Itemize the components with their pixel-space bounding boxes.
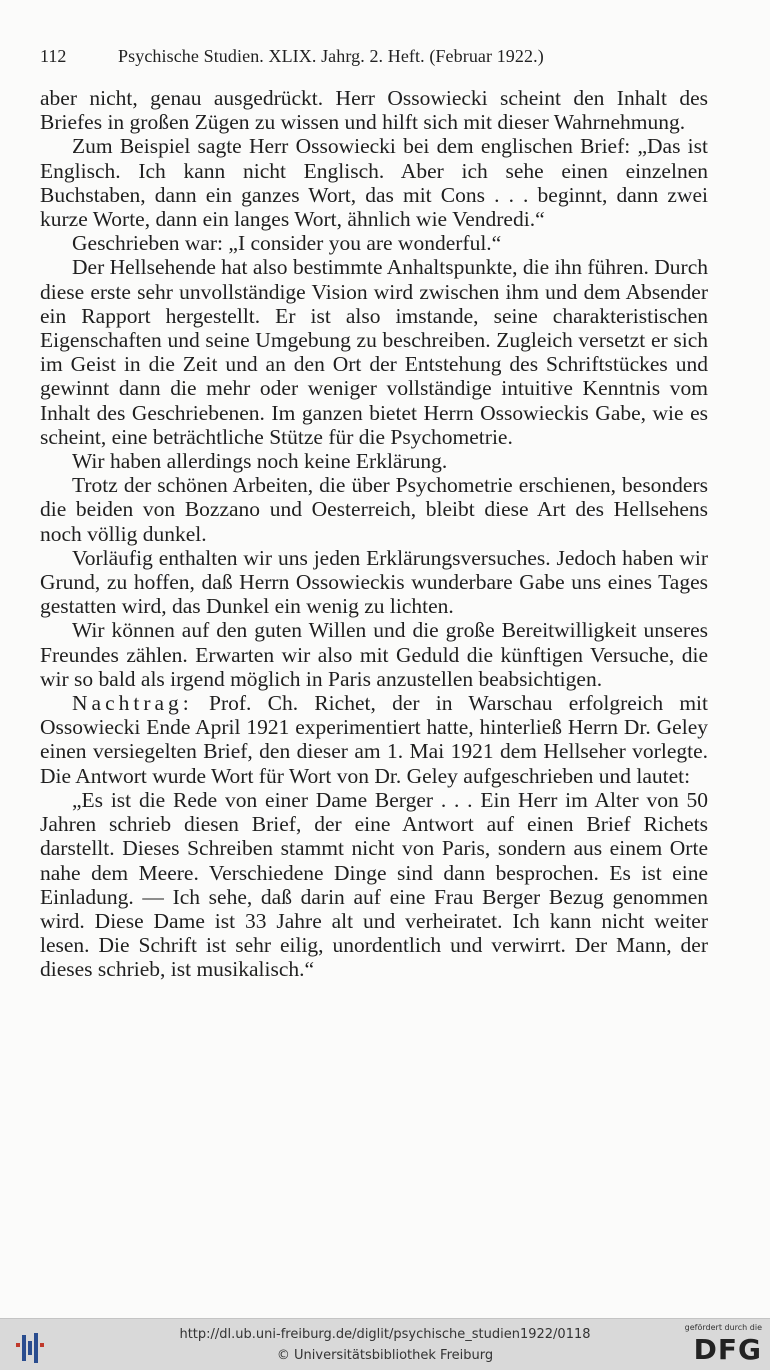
running-title: Psychische Studien. XLIX. Jahrg. 2. Heft. (Februar 1922.) [118, 46, 544, 66]
dfg-logo [682, 1323, 762, 1367]
paragraph: Zum Beispiel sagte Herr Ossowiecki bei dem englischen Brief: „Das ist Englisch. Ich kann nicht Englisch. Aber ich sehe einen einzelnen Buchstaben, dann ein ganzes Wort, das mit Cons . . . beginnt, dann zwei kurze Worte, dann ein langes Wort, ähnlich wie Vendredi.“ [40, 134, 708, 232]
paragraph: Geschrieben war: „I consider you are wonderful.“ [72, 231, 502, 256]
paragraph: Der Hellsehende hat also bestimmte Anhaltspunkte, die ihn führen. Durch diese erste sehr unvollständige Vision wird zwischen ihm und dem Absender ein Rapport hergestellt. Er ist also imstande, seine charakteristischen Eigenschaften und seine Umgebung zu beschreiben. Zugleich versetzt er sich im Geist in die Zeit und an den Ort der Entstehung des Schriftstückes und gewinnt dann die mehr oder weniger vollständige intuitive Kenntnis vom Inhalt des Geschriebenen. Im ganzen bietet Herrn Ossowieckis Gabe, wie es scheint, eine beträchtliche Stütze für die Psychometrie. [40, 255, 708, 449]
body-text [40, 86, 708, 982]
page-number: 112 [40, 46, 67, 66]
dfg-logo-text: DFG [693, 1333, 762, 1366]
paragraph-quote: „Es ist die Rede von einer Dame Berger . . . Ein Herr im Alter von 50 Jahren schrieb diesen Brief, der eine Antwort auf einen Brief Richets darstellt. Dieses Schreiben stammt nicht von Paris, sondern aus einem Orte nahe dem Meere. Verschiedene Dinge sind dann besprochen. Es ist eine Einladung. — Ich sehe, daß darin auf eine Frau Berger Bezug genommen wird. Diese Dame ist 33 Jahre alt und verheiratet. Ich kann nicht weiter lesen. Die Schrift ist sehr eilig, unordentlich und verwirrt. Der Mann, der dieses schrieb, ist musikalisch.“ [40, 787, 708, 982]
permalink-url[interactable]: http://dl.ub.uni-freiburg.de/diglit/psychische_studien1922/0118 [179, 1327, 591, 1342]
paragraph-nachtrag [40, 691, 708, 788]
viewer-footer [0, 1318, 770, 1370]
paragraph: Wir haben allerdings noch keine Erklärung. [72, 449, 448, 474]
page-header [40, 46, 640, 72]
funded-by-label: gefördert durch die [684, 1323, 762, 1332]
paragraph: Vorläufig enthalten wir uns jeden Erklärungsversuches. Jedoch haben wir Grund, zu hoffen, daß Herrn Ossowieckis wunderbare Gabe uns eines Tages gestatten wird, das Dunkel ein wenig zu lichten. [40, 545, 708, 619]
copyright-notice: © Universitätsbibliothek Freiburg [276, 1348, 494, 1363]
paragraph: Trotz der schönen Arbeiten, die über Psychometrie erschienen, besonders die beiden von Bozzano und Oesterreich, bleibt diese Art des Hellsehens noch völlig dunkel. [40, 473, 708, 546]
nachtrag-label: Nachtrag: [72, 691, 193, 716]
paragraph: Wir können auf den guten Willen und die große Bereitwilligkeit unseres Freundes zählen. Erwarten wir also mit Geduld die künftigen Versuche, die wir so bald als irgend möglich in Paris anzustellen beabsichtigen. [40, 618, 708, 691]
nachtrag-text: Prof. Ch. Richet, der in Warschau erfolgreich mit Ossowiecki Ende April 1921 experimentiert hatte, hinterließ Herrn Dr. Geley einen versiegelten Brief, den dieser am 1. Mai 1921 dem Hellseher vorlegte. Die Antwort wurde Wort für Wort von Dr. Geley aufgeschrieben und lautet: [40, 691, 708, 788]
paragraph: aber nicht, genau ausgedrückt. Herr Ossowiecki scheint den Inhalt des Briefes in großen Zügen zu wissen und hilft sich mit dieser Wahrnehmung. [40, 86, 708, 135]
